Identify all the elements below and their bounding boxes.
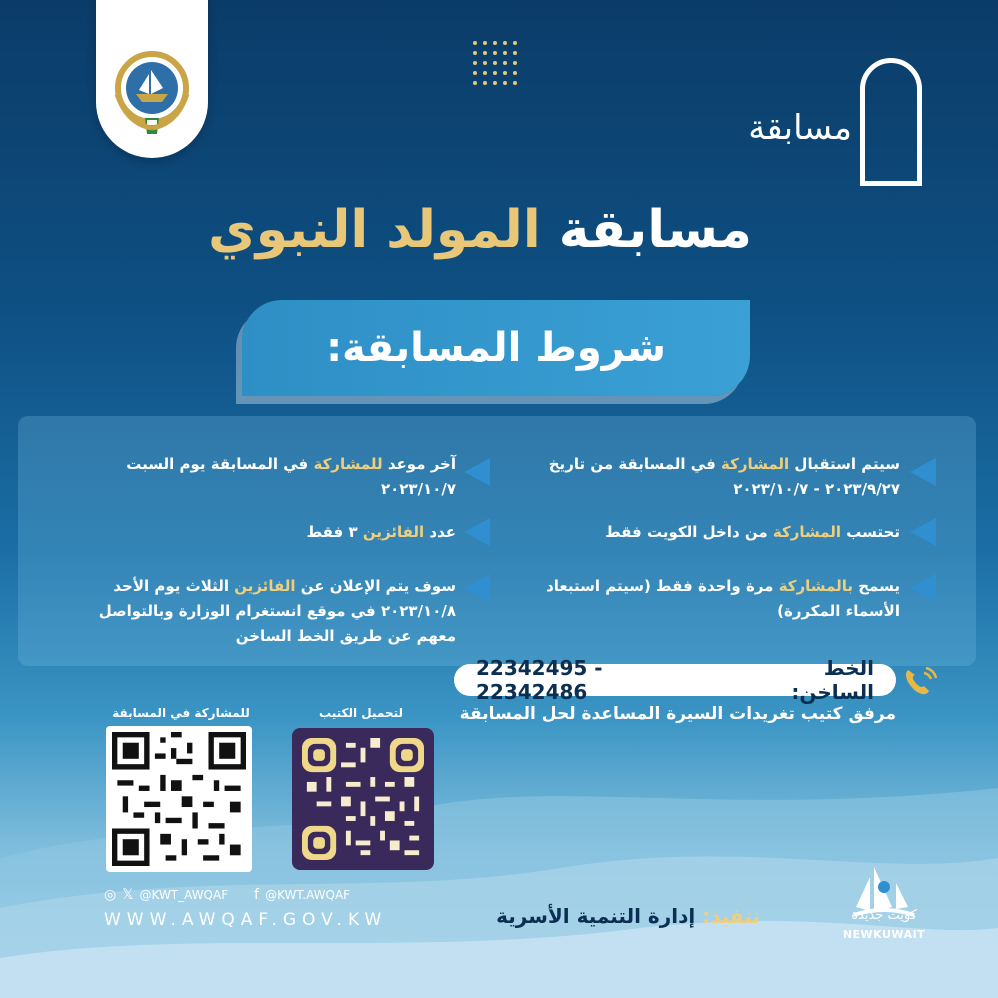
download-booklet-qr-code[interactable]	[292, 728, 434, 870]
ministry-logo-badge	[96, 0, 208, 158]
condition-item: سوف يتم الإعلان عن الفائزين الثلاث يوم الأحد ٢٠٢٣/١٠/٨ في موقع انستغرام الوزارة وبالتواصل معهم عن طريق الخط الساخن	[98, 577, 456, 645]
facebook-icon[interactable]: f	[254, 887, 260, 903]
instagram-icon[interactable]: ◎	[104, 887, 117, 903]
social-handles	[104, 884, 404, 906]
ministry-emblem-icon	[109, 48, 195, 144]
page-title	[150, 200, 810, 260]
participate-qr-label: للمشاركة في المسابقة	[112, 706, 250, 720]
condition-item: تحتسب المشاركة من داخل الكويت فقط	[605, 523, 900, 541]
phone-icon	[900, 664, 940, 696]
download-qr-label: لتحميل الكتيب	[319, 706, 403, 720]
x-icon[interactable]: 𝕏	[122, 887, 134, 903]
qr-code-icon	[112, 732, 246, 866]
booklet-note: مرفق كتيب تغريدات السيرة المساعدة لحل المسابقة	[459, 704, 896, 724]
bullet-arrow-icon	[910, 574, 936, 602]
execution-value: إدارة التنمية الأسرية	[496, 904, 696, 928]
new-kuwait-english: NEWKUWAIT	[842, 928, 926, 941]
bullet-arrow-icon	[464, 458, 490, 486]
condition-item: عدد الفائزين ٣ فقط	[306, 523, 456, 541]
facebook-handle[interactable]: @KWT.AWQAF	[265, 888, 351, 902]
hotline-bar	[454, 656, 896, 704]
condition-item: سيتم استقبال المشاركة في المسابقة من تاريخ ٢٠٢٣/٩/٢٧ - ٢٠٢٣/١٠/٧	[548, 455, 900, 498]
bullet-arrow-icon	[910, 458, 936, 486]
execution-credit	[470, 904, 760, 928]
hotline-numbers[interactable]: 22342495 - 22342486	[476, 656, 603, 704]
qr-code-icon	[302, 738, 424, 860]
website-url[interactable]: WWW.AWQAF.GOV.KW	[104, 910, 388, 930]
x-handle[interactable]: @KWT_AWQAF	[139, 888, 229, 902]
hotline-label: الخط الساخن:	[791, 656, 874, 704]
arch-frame-decoration	[860, 58, 922, 186]
participate-qr-code[interactable]	[106, 726, 252, 872]
dot-grid-decoration	[472, 40, 526, 94]
new-kuwait-arabic: كويت جديدة	[851, 908, 917, 923]
execution-label: تنفيذ:	[702, 904, 760, 928]
competition-badge-label: مسابقة	[748, 108, 852, 148]
condition-item: يسمح بالمشاركة مرة واحدة فقط (سيتم استبعاد الأسماء المكررة)	[546, 577, 900, 620]
conditions-heading: شروط المسابقة:	[242, 300, 750, 396]
condition-item: آخر موعد للمشاركة في المسابقة يوم السبت ٢٠٢٣/١٠/٧	[126, 455, 456, 498]
title-part-2: المولد النبوي	[208, 200, 541, 260]
bullet-arrow-icon	[464, 574, 490, 602]
title-part-1: مسابقة	[558, 200, 752, 260]
bullet-arrow-icon	[910, 518, 936, 546]
bullet-arrow-icon	[464, 518, 490, 546]
